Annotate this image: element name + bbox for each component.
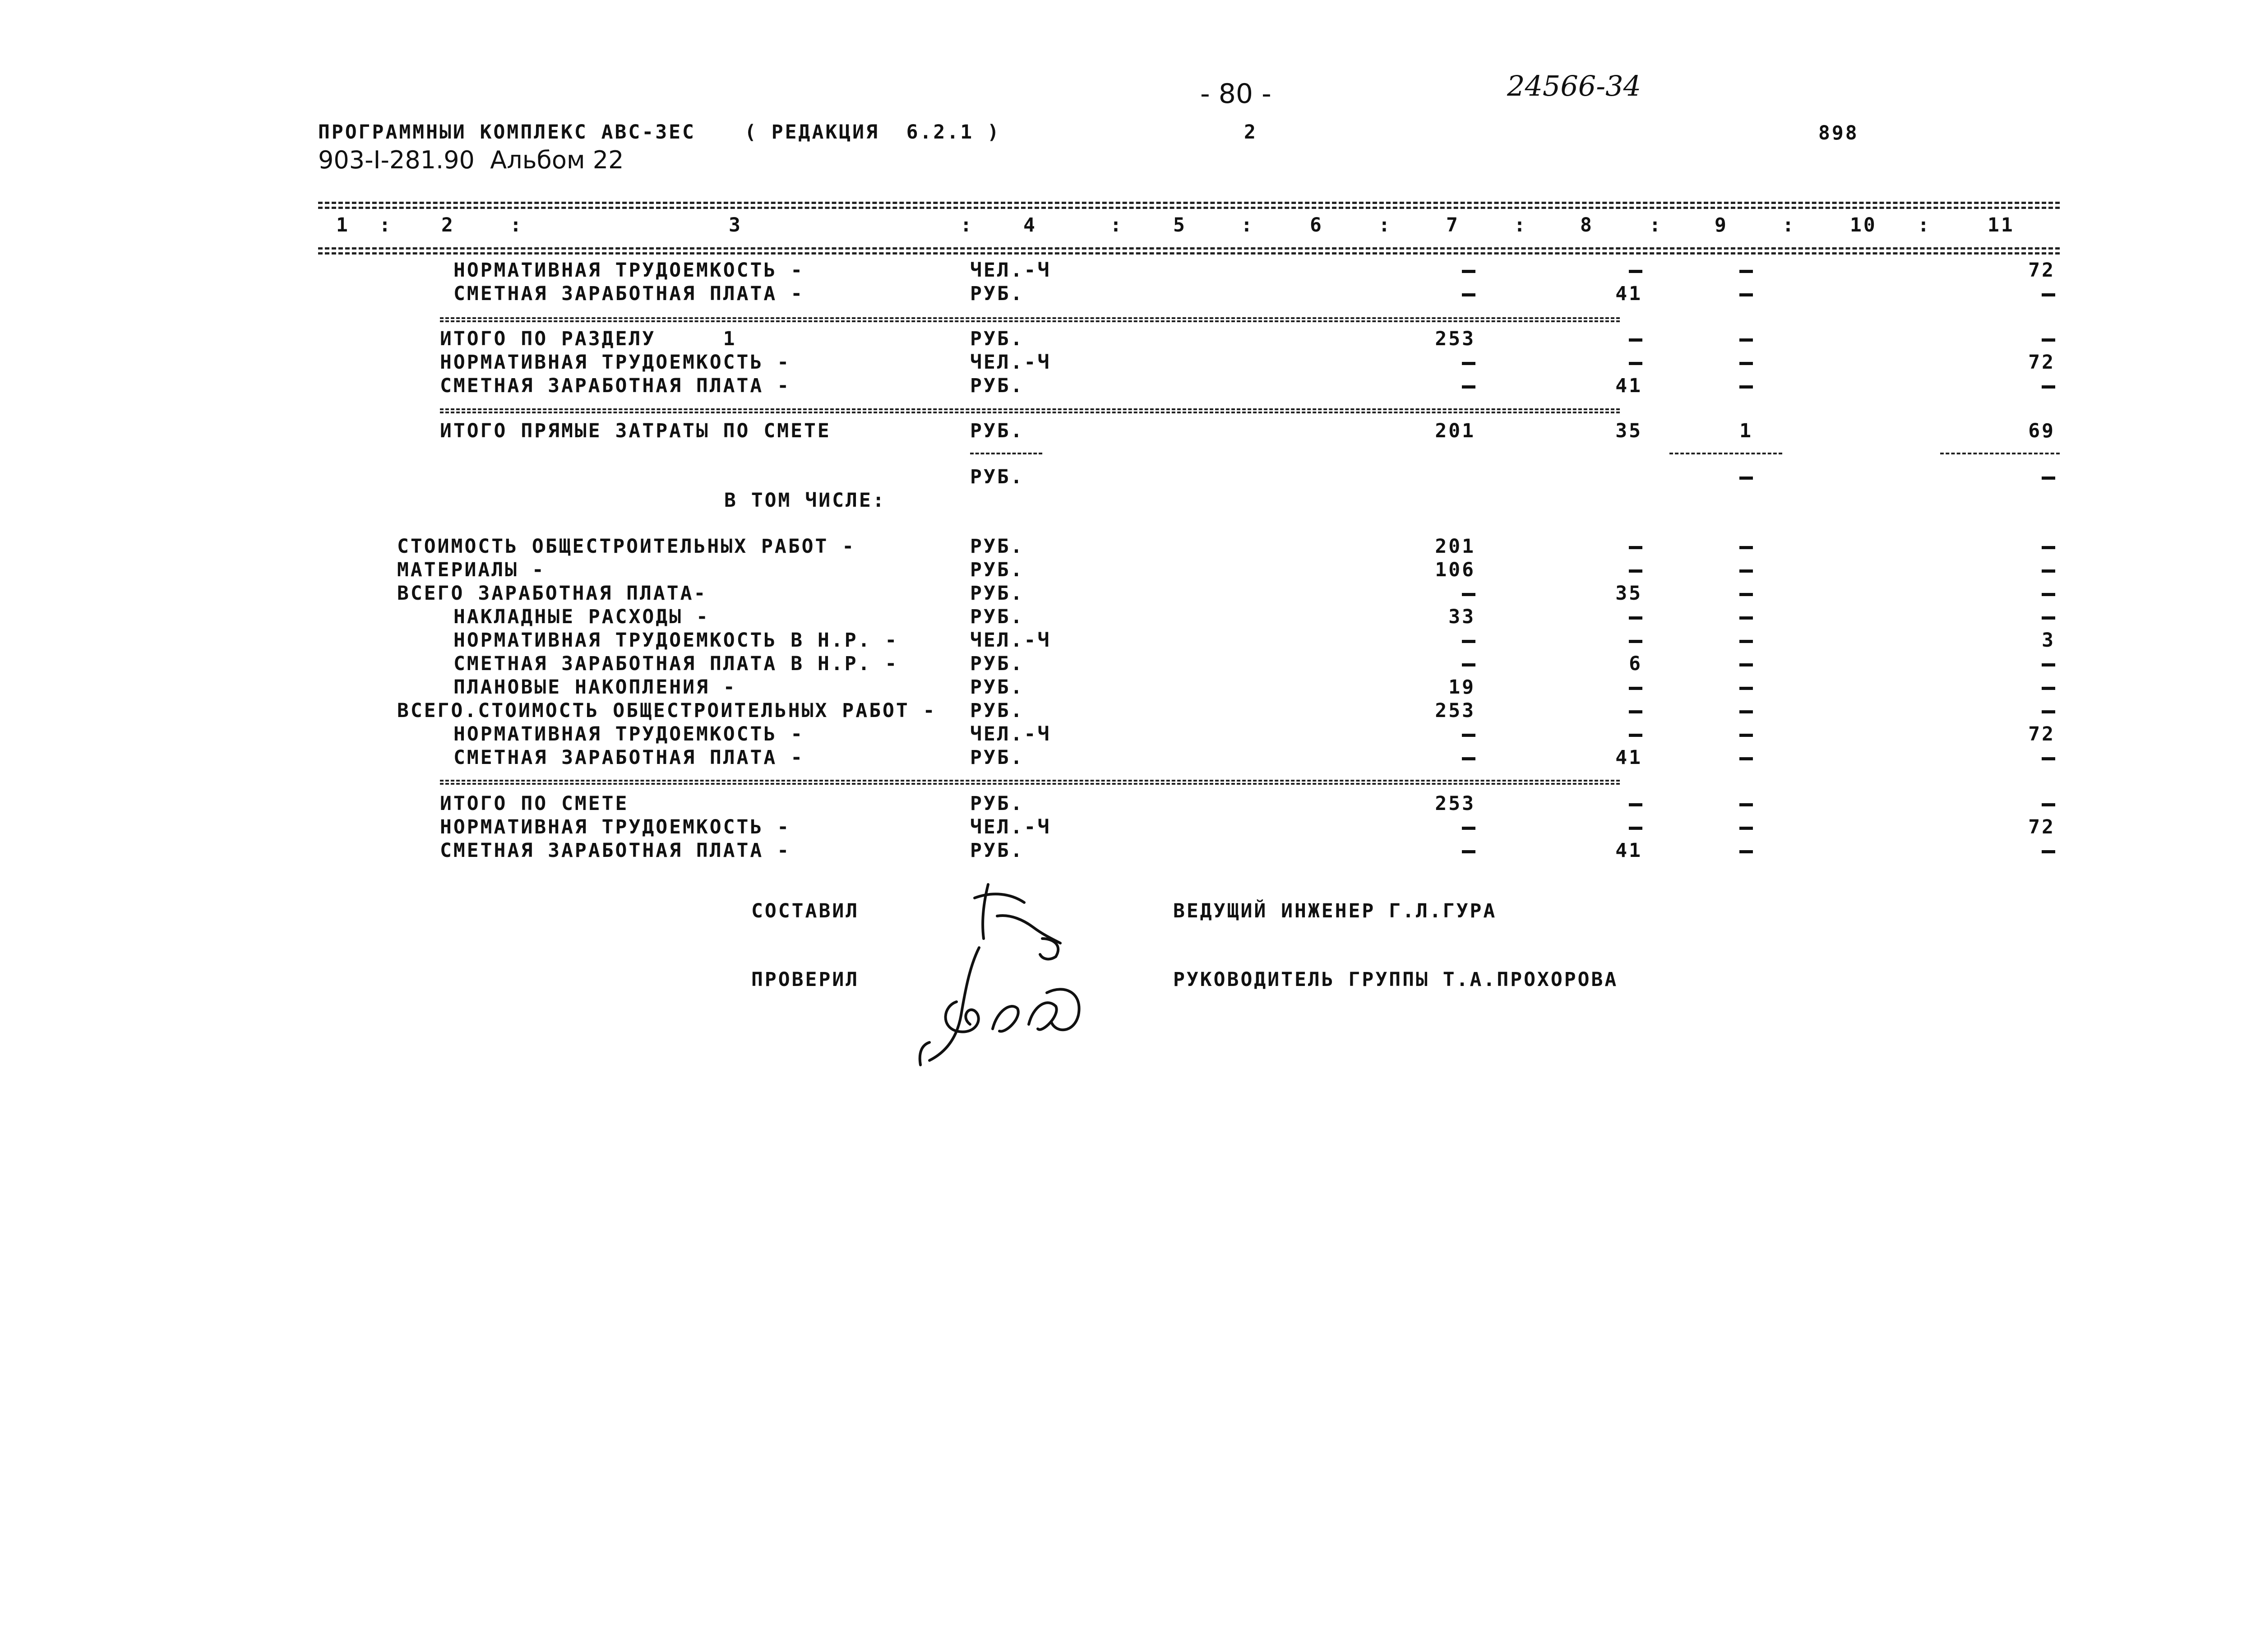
row-unit: ЧЕЛ.-Ч [970, 351, 1051, 374]
row-label: НОРМАТИВНАЯ ТРУДОЕМКОСТЬ - [440, 816, 791, 838]
row-label: ВСЕГО.СТОИМОСТЬ ОБЩЕСТРОИТЕЛЬНЫХ РАБОТ - [397, 699, 937, 722]
sheet-number: 2 [1244, 121, 1257, 143]
column-separator: : [1514, 214, 1527, 236]
col8-value-dash [1629, 734, 1642, 737]
row-label: В ТОМ ЧИСЛЕ: [724, 489, 886, 512]
column-separator: : [379, 214, 393, 236]
section-separator-rule [440, 783, 1620, 785]
section-separator-rule [440, 320, 1620, 322]
column-separator: : [1110, 214, 1123, 236]
col7-value: 19 [1448, 676, 1475, 699]
column-header-5: 5 [1173, 214, 1187, 236]
col9-value-dash [1739, 546, 1753, 549]
document-code: 898 [1818, 122, 1859, 144]
col8-value-dash [1629, 338, 1642, 342]
edition-label: ( РЕДАКЦИЯ 6.2.1 ) [744, 121, 1001, 143]
column-header-2: 2 [441, 214, 455, 236]
col9-value-dash [1739, 734, 1753, 737]
row-unit: РУБ. [970, 466, 1024, 488]
col9-value-dash [1739, 757, 1753, 760]
col7-value: 106 [1435, 559, 1475, 581]
col8-value: 41 [1615, 746, 1642, 769]
row-unit: РУБ. [970, 375, 1024, 397]
row-unit: РУБ. [970, 699, 1024, 722]
row-unit: РУБ. [970, 792, 1024, 815]
table-top-rule [318, 202, 2060, 204]
column-header-10: 10 [1850, 214, 1877, 236]
col11-value: 72 [2028, 259, 2055, 282]
column-separator: : [1378, 214, 1392, 236]
col7-value-dash [1462, 362, 1475, 365]
row-unit: ЧЕЛ.-Ч [970, 259, 1051, 282]
row-unit: РУБ. [970, 676, 1024, 699]
program-name: ПРОГРАММНЫИ КОМПЛЕКС АВС-3ЕС [318, 121, 696, 143]
col11-value-dash [2042, 757, 2055, 760]
row-unit: РУБ. [970, 839, 1024, 862]
col9-value: 1 [1739, 420, 1753, 442]
row-label: СМЕТНАЯ ЗАРАБОТНАЯ ПЛАТА В Н.Р. - [453, 652, 899, 675]
col8-value: 41 [1615, 375, 1642, 397]
row-unit: РУБ. [970, 582, 1024, 605]
col7-value-dash [1462, 593, 1475, 596]
row-label: ИТОГО ПО РАЗДЕЛУ 1 [440, 328, 737, 350]
col11-value-dash [2042, 293, 2055, 296]
col9-value-dash [1739, 616, 1753, 620]
col7-value-dash [1462, 270, 1475, 273]
row-unit: РУБ. [970, 559, 1024, 581]
col11-value-dash [2042, 710, 2055, 713]
col11-value: 3 [2042, 629, 2055, 652]
column-header-6: 6 [1310, 214, 1323, 236]
col8-value-dash [1629, 569, 1642, 573]
col9-value-dash [1739, 687, 1753, 690]
col8-value-dash [1629, 546, 1642, 549]
col7-value: 201 [1435, 535, 1475, 558]
col8-value: 35 [1615, 420, 1642, 442]
column-separator: : [510, 214, 523, 236]
col8-value: 41 [1615, 282, 1642, 305]
col9-value-dash [1739, 850, 1753, 853]
col7-value: 33 [1448, 606, 1475, 628]
col9-value-dash [1739, 710, 1753, 713]
row-unit: РУБ. [970, 282, 1024, 305]
column-header-11: 11 [1988, 214, 2015, 236]
col11-value-dash [2042, 569, 2055, 573]
section-separator-rule [1669, 453, 1782, 454]
row-label: НАКЛАДНЫЕ РАСХОДЫ - [453, 606, 710, 628]
row-label: СМЕТНАЯ ЗАРАБОТНАЯ ПЛАТА - [440, 375, 791, 397]
compiled-label: СОСТАВИЛ [751, 900, 860, 922]
column-header-rule-2 [318, 252, 2060, 255]
col7-value-dash [1462, 827, 1475, 830]
column-separator: : [1649, 214, 1663, 236]
col7-value: 253 [1435, 328, 1475, 350]
column-separator: : [1918, 214, 1931, 236]
section-separator-rule [1940, 453, 2060, 454]
col8-value-dash [1629, 270, 1642, 273]
column-header-rule [318, 247, 2060, 250]
col7-value-dash [1462, 757, 1475, 760]
row-unit: РУБ. [970, 652, 1024, 675]
column-header-1: 1 [336, 214, 350, 236]
col11-value-dash [2042, 477, 2055, 480]
col9-value-dash [1739, 338, 1753, 342]
section-separator-rule [440, 780, 1620, 782]
row-label: ИТОГО ПРЯМЫЕ ЗАТРАТЫ ПО СМЕТЕ [440, 420, 831, 442]
row-unit: ЧЕЛ.-Ч [970, 629, 1051, 652]
col9-value-dash [1739, 593, 1753, 596]
section-separator-rule [440, 317, 1620, 319]
col8-value-dash [1629, 362, 1642, 365]
column-header-9: 9 [1715, 214, 1728, 236]
col9-value-dash [1739, 640, 1753, 643]
col9-value-dash [1739, 270, 1753, 273]
col7-value: 253 [1435, 699, 1475, 722]
row-label: НОРМАТИВНАЯ ТРУДОЕМКОСТЬ - [440, 351, 791, 374]
column-separator: : [1782, 214, 1796, 236]
row-label: СМЕТНАЯ ЗАРАБОТНАЯ ПЛАТА - [453, 282, 804, 305]
col9-value-dash [1739, 803, 1753, 806]
col11-value-dash [2042, 616, 2055, 620]
col11-value: 69 [2028, 420, 2055, 442]
col7-value: 201 [1435, 420, 1475, 442]
table-top-rule-2 [318, 207, 2060, 209]
row-unit: РУБ. [970, 535, 1024, 558]
col9-value-dash [1739, 362, 1753, 365]
col11-value-dash [2042, 546, 2055, 549]
handwritten-reference: 24566-34 [1507, 69, 1641, 102]
col11-value-dash [2042, 803, 2055, 806]
col7-value-dash [1462, 734, 1475, 737]
col8-value: 41 [1615, 839, 1642, 862]
row-unit: РУБ. [970, 420, 1024, 442]
section-separator-rule [970, 453, 1042, 454]
col11-value-dash [2042, 593, 2055, 596]
col11-value-dash [2042, 663, 2055, 666]
col9-value-dash [1739, 385, 1753, 389]
row-label: СМЕТНАЯ ЗАРАБОТНАЯ ПЛАТА - [453, 746, 804, 769]
col7-value-dash [1462, 293, 1475, 296]
col8-value-dash [1629, 640, 1642, 643]
column-header-4: 4 [1023, 214, 1037, 236]
checked-by: РУКОВОДИТЕЛЬ ГРУППЫ Т.А.ПРОХОРОВА [1173, 968, 1618, 991]
column-separator: : [960, 214, 974, 236]
row-label: НОРМАТИВНАЯ ТРУДОЕМКОСТЬ В Н.Р. - [453, 629, 899, 652]
col8-value: 6 [1629, 652, 1642, 675]
col9-value-dash [1739, 293, 1753, 296]
col9-value-dash [1739, 477, 1753, 480]
col8-value-dash [1629, 710, 1642, 713]
col11-value-dash [2042, 338, 2055, 342]
row-unit: ЧЕЛ.-Ч [970, 723, 1051, 745]
col8-value-dash [1629, 803, 1642, 806]
col11-value-dash [2042, 850, 2055, 853]
col11-value: 72 [2028, 723, 2055, 745]
col8-value-dash [1629, 687, 1642, 690]
row-label: ИТОГО ПО СМЕТЕ [440, 792, 629, 815]
row-unit: РУБ. [970, 746, 1024, 769]
col11-value: 72 [2028, 351, 2055, 374]
col8-value-dash [1629, 827, 1642, 830]
col9-value-dash [1739, 827, 1753, 830]
col7-value: 253 [1435, 792, 1475, 815]
col7-value-dash [1462, 663, 1475, 666]
project-number: 903-I-281.90 Альбом 22 [318, 146, 624, 174]
section-separator-rule [440, 408, 1620, 410]
row-unit: РУБ. [970, 328, 1024, 350]
column-header-7: 7 [1446, 214, 1460, 236]
col11-value-dash [2042, 687, 2055, 690]
col8-value: 35 [1615, 582, 1642, 605]
row-unit: РУБ. [970, 606, 1024, 628]
col11-value: 72 [2028, 816, 2055, 838]
signature-checked [902, 939, 1110, 1074]
col11-value-dash [2042, 385, 2055, 389]
col7-value-dash [1462, 385, 1475, 389]
row-unit: ЧЕЛ.-Ч [970, 816, 1051, 838]
col7-value-dash [1462, 850, 1475, 853]
page-number: - 80 - [1200, 78, 1271, 110]
col9-value-dash [1739, 569, 1753, 573]
row-label: НОРМАТИВНАЯ ТРУДОЕМКОСТЬ - [453, 723, 804, 745]
col7-value-dash [1462, 640, 1475, 643]
col8-value-dash [1629, 616, 1642, 620]
checked-label: ПРОВЕРИЛ [751, 968, 860, 991]
column-header-8: 8 [1580, 214, 1594, 236]
compiled-by: ВЕДУЩИЙ ИНЖЕНЕР Г.Л.ГУРА [1173, 900, 1497, 922]
col9-value-dash [1739, 663, 1753, 666]
row-label: СТОИМОСТЬ ОБЩЕСТРОИТЕЛЬНЫХ РАБОТ - [397, 535, 856, 558]
column-separator: : [1241, 214, 1254, 236]
row-label: ПЛАНОВЫЕ НАКОПЛЕНИЯ - [453, 676, 737, 699]
column-header-3: 3 [729, 214, 742, 236]
row-label: СМЕТНАЯ ЗАРАБОТНАЯ ПЛАТА - [440, 839, 791, 862]
row-label: МАТЕРИАЛЫ - [397, 559, 546, 581]
section-separator-rule [440, 412, 1620, 413]
row-label: НОРМАТИВНАЯ ТРУДОЕМКОСТЬ - [453, 259, 804, 282]
row-label: ВСЕГО ЗАРАБОТНАЯ ПЛАТА- [397, 582, 707, 605]
